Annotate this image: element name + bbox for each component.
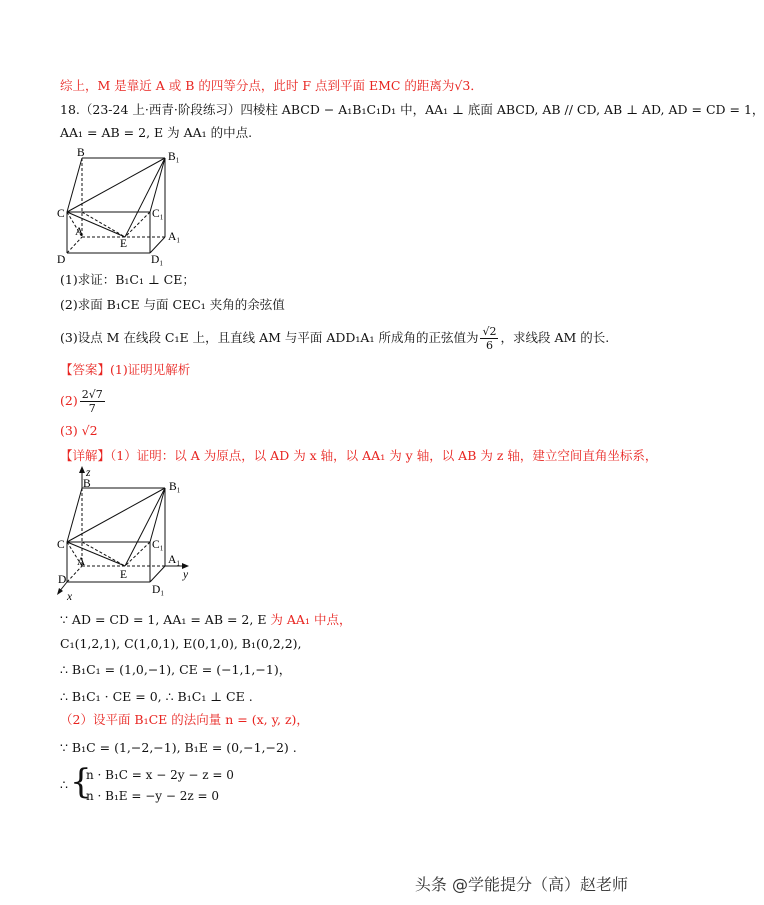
answer-2-numerator: 2√7 [81, 388, 103, 401]
axis-y-label: y [183, 569, 189, 581]
answer-3: (3) √2 [60, 423, 98, 438]
question-3-fraction [480, 325, 498, 352]
problem-line-2: AA₁ = AB = 2, E 为 AA₁ 的中点. [60, 125, 253, 140]
detail-line [60, 448, 657, 464]
label-D: D [58, 574, 67, 586]
answer-tag: 【答案】 [60, 362, 111, 377]
label-A: A [77, 556, 86, 568]
summary-line: 综上，M 是靠近 A 或 B 的四等分点，此时 F 点到平面 EMC 的距离为√3． [60, 78, 483, 93]
label-C1: C₁ [152, 208, 164, 220]
label-B: B [83, 478, 91, 490]
question-3-numerator: √2 [482, 325, 497, 338]
label-A1: A₁ [168, 554, 181, 566]
question-1: (1)求证：B₁C₁ ⊥ CE； [60, 272, 195, 287]
part-2-intro: （2）设平面 B₁CE 的法向量 n = (x, y, z)， [60, 712, 309, 727]
question-3-denominator: 6 [485, 339, 493, 352]
question-3-suffix: ，求线段 AM 的长. [500, 330, 610, 345]
label-D1: D₁ [151, 254, 164, 266]
axis-x-label: x [67, 591, 73, 603]
answer-2-prefix: (2) [60, 393, 78, 408]
label-D1: D₁ [152, 584, 165, 596]
prism-figure-2 [55, 466, 205, 601]
question-3-prefix: (3)设点 M 在线段 C₁E 上，且直线 AM 与平面 ADD₁A₁ 所成角的正弦值为 [60, 330, 479, 345]
axis-z-label: z [86, 467, 91, 479]
system-eq-1: n · B₁C = x − 2y − z = 0 [86, 768, 234, 782]
label-B1: B₁ [169, 481, 181, 493]
step-1-b: 为 AA₁ 中点， [266, 612, 352, 627]
detail-tag: 【详解】 [60, 448, 111, 463]
question-3 [60, 325, 609, 352]
step-4: ∴ B₁C₁ · CE = 0, ∴ B₁C₁ ⊥ CE . [60, 689, 253, 704]
label-D: D [57, 254, 66, 266]
step-3: ∴ B₁C₁ = (1,0,−1), CE = (−1,1,−1)， [60, 662, 292, 677]
label-A1: A₁ [168, 231, 181, 243]
system-eq-2: n · B₁E = −y − 2z = 0 [86, 789, 220, 803]
system-brace: { [70, 762, 92, 802]
label-B: B [77, 147, 85, 159]
label-B1: B₁ [168, 151, 180, 163]
therefore-symbol: ∴ [60, 777, 68, 792]
detail-text: （1）证明：以 A 为原点，以 AD 为 x 轴，以 AA₁ 为 y 轴，以 AB 为 z 轴，建立空间直角坐标系， [110, 448, 658, 463]
label-C: C [57, 539, 65, 551]
prism-figure-1 [55, 145, 195, 270]
step-1-a: ∵ AD = CD = 1, AA₁ = AB = 2, E [60, 612, 267, 627]
step-1 [60, 612, 351, 628]
answer-2-fraction [80, 388, 105, 415]
footer-watermark: 头条 @学能提分（高）赵老师 [414, 875, 628, 894]
step-5: ∵ B₁C = (1,−2,−1), B₁E = (0,−1,−2) . [60, 740, 297, 755]
label-E: E [120, 238, 128, 250]
answer-line [60, 362, 190, 378]
answer-2-denominator: 7 [88, 402, 96, 415]
question-2: (2)求面 B₁CE 与面 CEC₁ 夹角的余弦值 [60, 297, 285, 312]
answer-2 [60, 388, 107, 415]
answer-1: (1)证明见解析 [110, 362, 191, 377]
label-C1: C₁ [152, 539, 164, 551]
label-C: C [57, 208, 65, 220]
step-2: C₁(1,2,1), C(1,0,1), E(0,1,0), B₁(0,2,2), [60, 636, 302, 651]
label-A: A [75, 226, 84, 238]
problem-line-1: 18.（23-24 上·西青·阶段练习）四棱柱 ABCD − A₁B₁C₁D₁ 中，AA₁ ⊥ 底面 ABCD, AB // CD, AB ⊥ AD, AD = CD = 1， [60, 102, 764, 117]
label-E: E [120, 569, 128, 581]
